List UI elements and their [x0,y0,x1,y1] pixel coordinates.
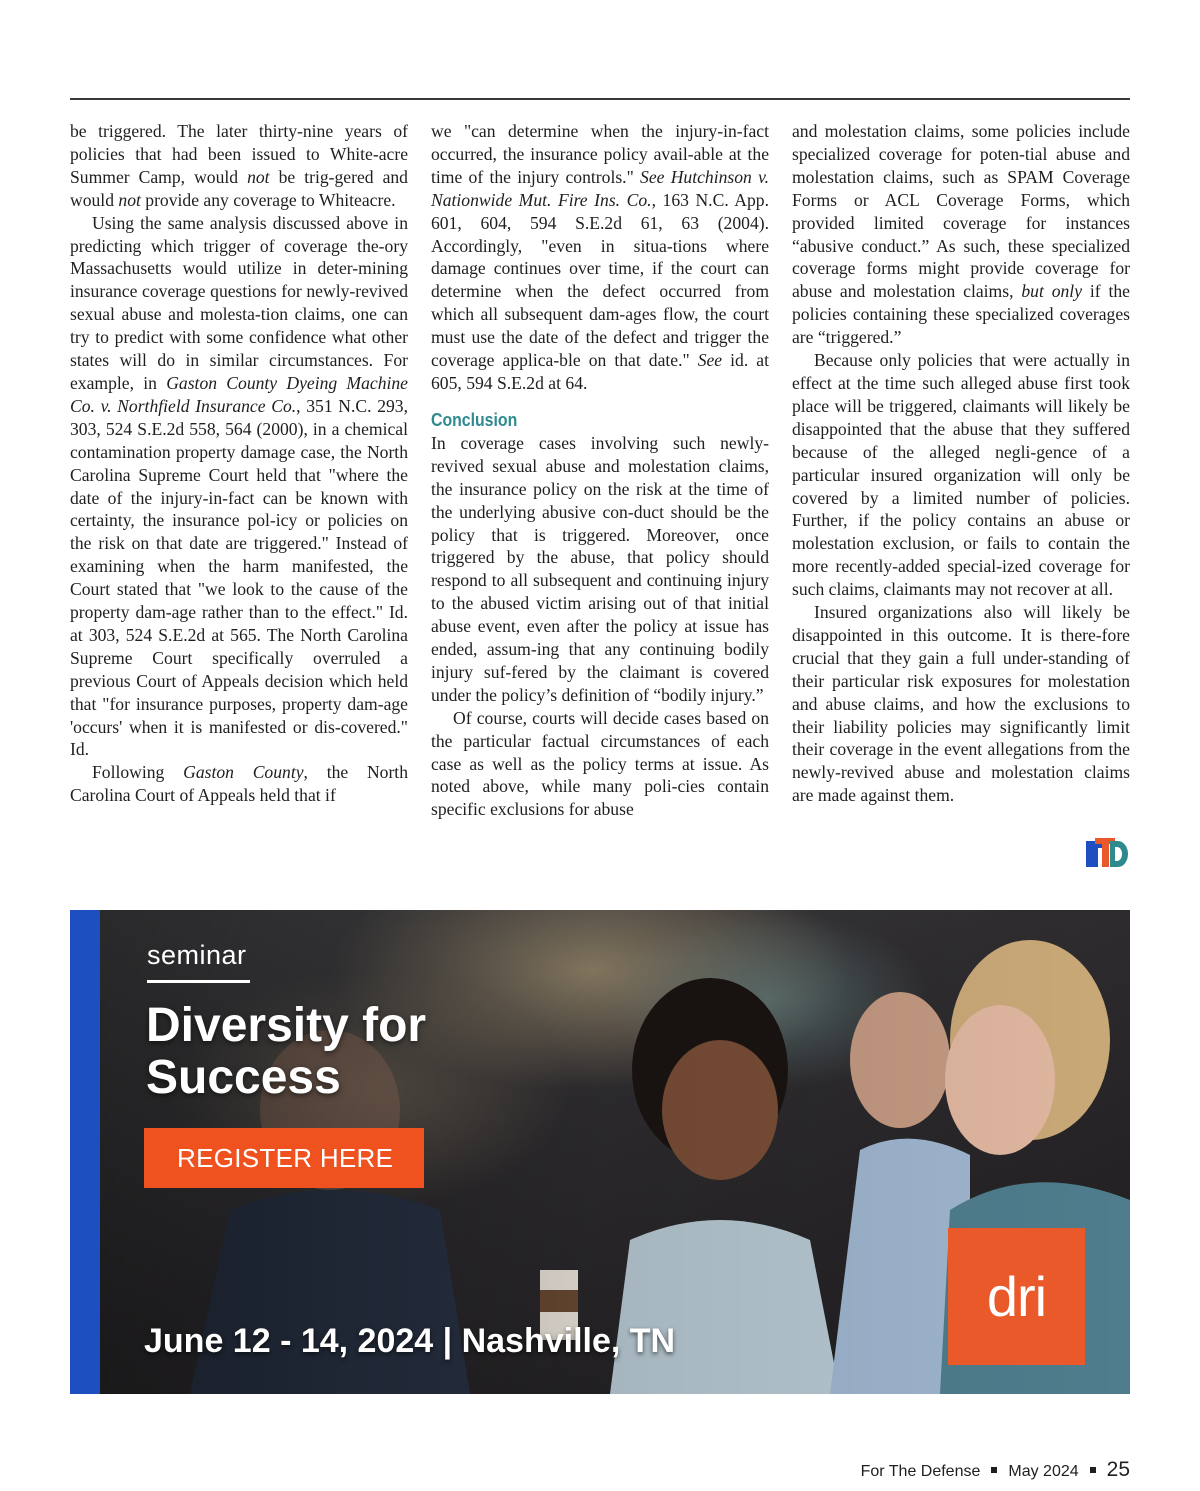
register-here-button[interactable]: REGISTER HERE [144,1128,424,1188]
col2-paragraph-3: Of course, courts will decide cases based on the particular factual circumstances of each case as well as the policy terms at issue. As noted above, while many poli-cies contain specific exclusions for abuse [431,707,769,820]
top-rule [70,98,1130,100]
col1-paragraph-3: Following Gaston County, the North Carolina Court of Appeals held that if [70,762,408,806]
col3-paragraph-2: Because only policies that were actually in effect at the time such alleged abuse first took place will be triggered, claimants will likely be disappointed that the abuse that they suffered because of the alleged negli-gence of a particular insured organization will only be covered by a limited number of policies. Further, if the policy contains an abuse or molestation exclusion, or fails to contain the more recently-added special-ized coverage for such claims, claimants may not recover at all. [792,350,1130,600]
ad-accent-stripe [70,910,100,1394]
seminar-advertisement[interactable] [70,910,1130,1394]
col2-paragraph-2: In coverage cases involving such newly-revived sexual abuse and molestation claims, the insurance policy on the risk at the time of the underlying abusive con-duct should be the policy that is triggered. Moreover, once triggered by the abuse, that policy should respond to all subsequent and continuing injury to the abused victim arising out of that initial abuse event, even after the policy at issue has ended, assum-ing that any continuing bodily injury suf-fered by the claimant is covered under the policy’s definition of “bodily injury.” [431,432,769,705]
ad-title-line-1: Diversity for [146,999,427,1052]
footer-publication: For The Defense [860,1463,981,1480]
footer-separator-icon [991,1467,997,1473]
article-column-3 [792,120,1130,807]
col2-paragraph-1: we "can determine when the injury-in-fact occurred, the insurance policy avail-able at the time of the injury controls." See Hutchinson v. Nationwide Mut. Fire Ins. Co., 163 N.C. App. 601, 604, 594 S.E.2d 61, 63 (2004). Accordingly, "even in situa-tions where damage continues over time, if the court can determine when the defect occurred from which all subsequent dam-ages flow, the court must use the date of the defect and trigger the coverage applica-ble on that date." See id. at 605, 594 S.E.2d at 64. [431,121,770,393]
col1-paragraph-1: be triggered. The later thirty-nine years of policies that had been issued to White-acre Summer Camp, would not be trig-gered and would not provide any coverage to Whiteacre. [70,121,408,210]
dri-logo: dri [948,1228,1085,1365]
article-column-1 [70,120,408,807]
page-number: 25 [1106,1458,1130,1481]
section-heading-conclusion: Conclusion [431,409,518,430]
ad-title [146,1000,566,1104]
col3-paragraph-1: and molestation claims, some policies include specialized coverage for poten-tial abuse and molestation claims, such as SPAM Coverage Forms or ACL Coverage Forms, which provided limited coverage for instances “abusive conduct.” As such, these specialized coverage forms might provide coverage for abuse and molestation claims, but only if the policies containing these specialized coverages are “triggered.” [792,121,1130,348]
ad-event-date-location: June 12 - 14, 2024 | Nashville, TN [144,1322,676,1360]
article-column-2 [431,120,769,821]
footer-separator-icon [1090,1467,1096,1473]
page-footer [861,1458,1130,1482]
col1-paragraph-2: Using the same analysis discussed above in predicting which trigger of coverage the-ory Massachusetts would utilize in deter-mining insurance coverage questions for newly-revived sexual abuse and molesta-tion claims, one can try to predict with some confidence what other states will do in similar circumstances. For example, in Gaston County Dyeing Machine Co. v. Northfield Insurance Co., 351 N.C. 293, 303, 524 S.E.2d 558, 564 (2000), in a chemical contamination property damage case, the North Carolina Supreme Court held that "where the date of the injury-in-fact can be known with certainty, the insurance pol-icy or policies on the risk on that date are triggered." Instead of examining when the harm manifested, the Court stated that "we look to the cause of the property dam-age rather than to the effect." Id. at 303, 524 S.E.2d at 565. The North Carolina Supreme Court specifically overruled a previous Court of Appeals decision which held that "for insurance purposes, property dam-age 'occurs' when it is manifested or dis-covered." Id. [70,212,408,760]
ad-kicker: seminar [147,940,247,970]
ad-title-line-2: Success [146,1051,341,1104]
ftd-end-mark-icon [1086,838,1128,868]
col3-paragraph-3: Insured organizations also will likely be disappointed in this outcome. It is there-fore crucial that they gain a full under-standing of their particular risk exposures for molestation and abuse claims, and how the exclusions to their liability policies may significantly limit their coverage in the event allegations from the newly-revived abuse and molestation claims are made against them. [792,602,1130,806]
ad-kicker-underline [147,980,250,983]
footer-issue: May 2024 [1008,1463,1079,1480]
